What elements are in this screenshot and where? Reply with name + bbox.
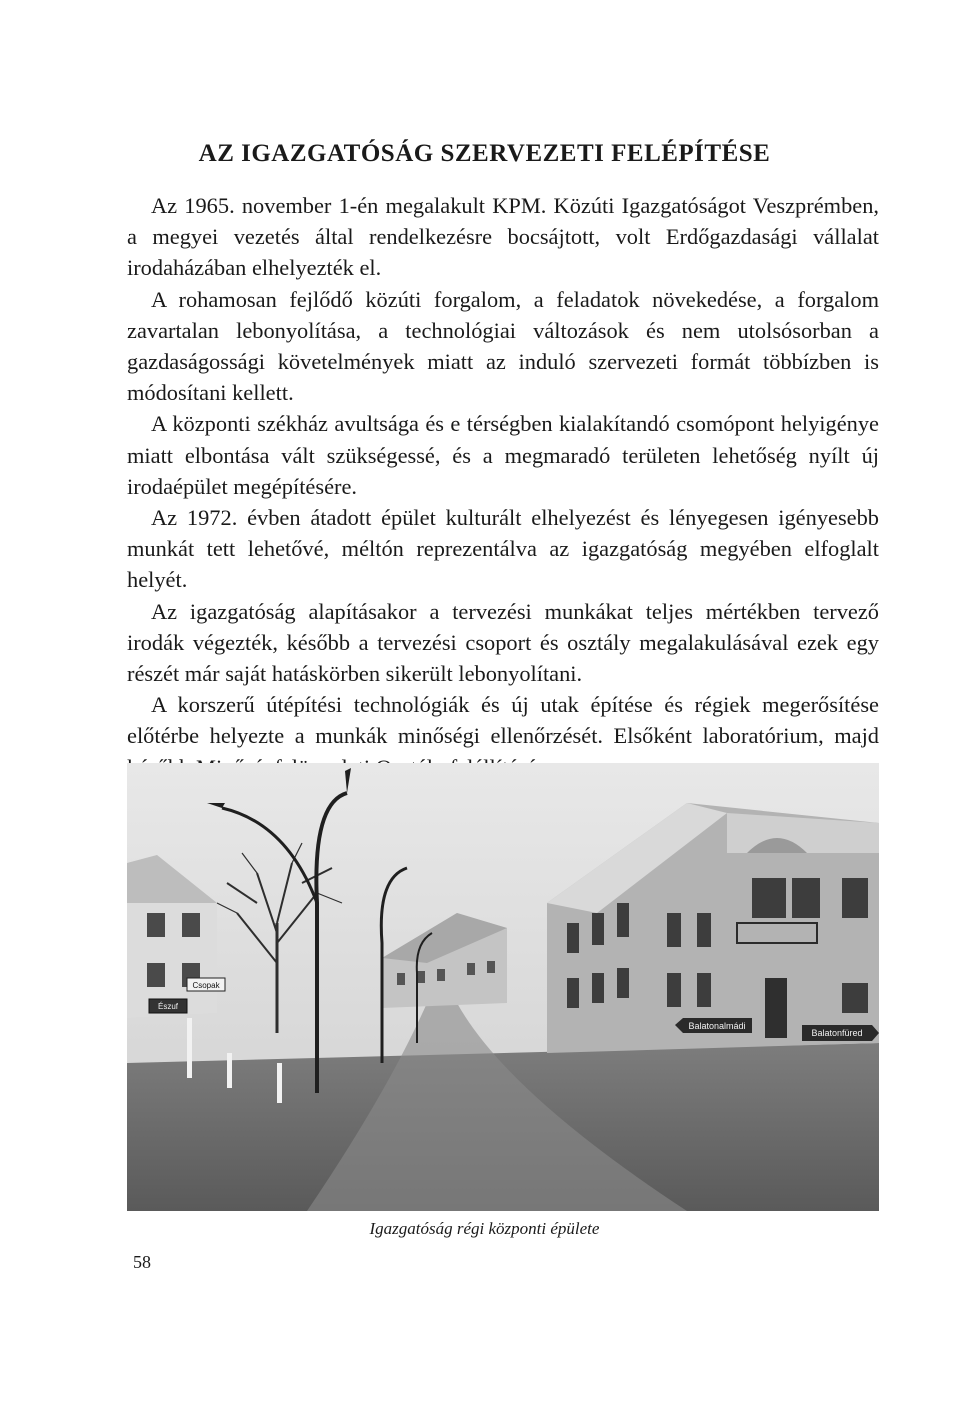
photo-caption: Igazgatóság régi központi épülete bbox=[369, 1219, 600, 1238]
paragraph: Az 1965. november 1-én megalakult KPM. Közúti Igazgatóságot Veszprémben, a megyei vezetés által rendelkezésre bocsájtott, volt Erdőgazdasági vállalat irodaházában elhelyezték el. bbox=[127, 193, 879, 281]
sign-eszuf bbox=[149, 999, 187, 1013]
sign-balatonfured bbox=[802, 1025, 879, 1041]
sign-csopak-text: Csopak bbox=[192, 981, 220, 990]
sign-balatonfured-text: Balatonfüred bbox=[811, 1028, 863, 1038]
sign-balatonalmadi bbox=[675, 1018, 752, 1033]
paragraph: A rohamosan fejlődő közúti forgalom, a feladatok növekedése, a forgalom zavartalan lebonyolítása, a technológiai változások és nem utolsósorban a gazdaságossági követelmények miatt az induló szervezeti formát többízben is módosítani kellett. bbox=[127, 286, 879, 406]
paragraph: Az igazgatóság alapításakor a tervezési munkákat teljes mértékben tervező irodák végezték, később a tervezési csoport és osztály megalakulásával ezek egy részét már saját hatáskörben sikerült lebonyolítani. bbox=[127, 598, 879, 687]
sign-csopak bbox=[187, 978, 225, 991]
page-title: AZ IGAZGATÓSÁG SZERVEZETI FELÉPÍTÉSE bbox=[198, 140, 771, 167]
sign-balatonalmadi-text: Balatonalmádi bbox=[688, 1021, 746, 1031]
paragraph: Az 1972. évben átadott épület kulturált elhelyezést és lényegesen igényesebb munkát tett lehetővé, méltón reprezentálva az igazgatóság megyében elfoglalt helyét. bbox=[127, 505, 879, 593]
building-photo bbox=[127, 763, 879, 1211]
sign-eszuf-text: Észuf bbox=[157, 1002, 179, 1011]
paragraph: A központi székház avultsága és e térségben kialakítandó csomópont helyigénye miatt elbontása vált szükségessé, és a megmaradó területen lehetőség nyílt új irodaépület megépítésére. bbox=[127, 411, 879, 499]
paragraph: A korszerű útépítési technológiák és új utak építése és régiek megerősítése előtérbe helyezte a munkák minőségi ellenőrzését. Elsőként laboratórium, majd bbox=[127, 692, 879, 749]
body-text bbox=[127, 190, 879, 783]
page-number: 58 bbox=[133, 1252, 151, 1272]
